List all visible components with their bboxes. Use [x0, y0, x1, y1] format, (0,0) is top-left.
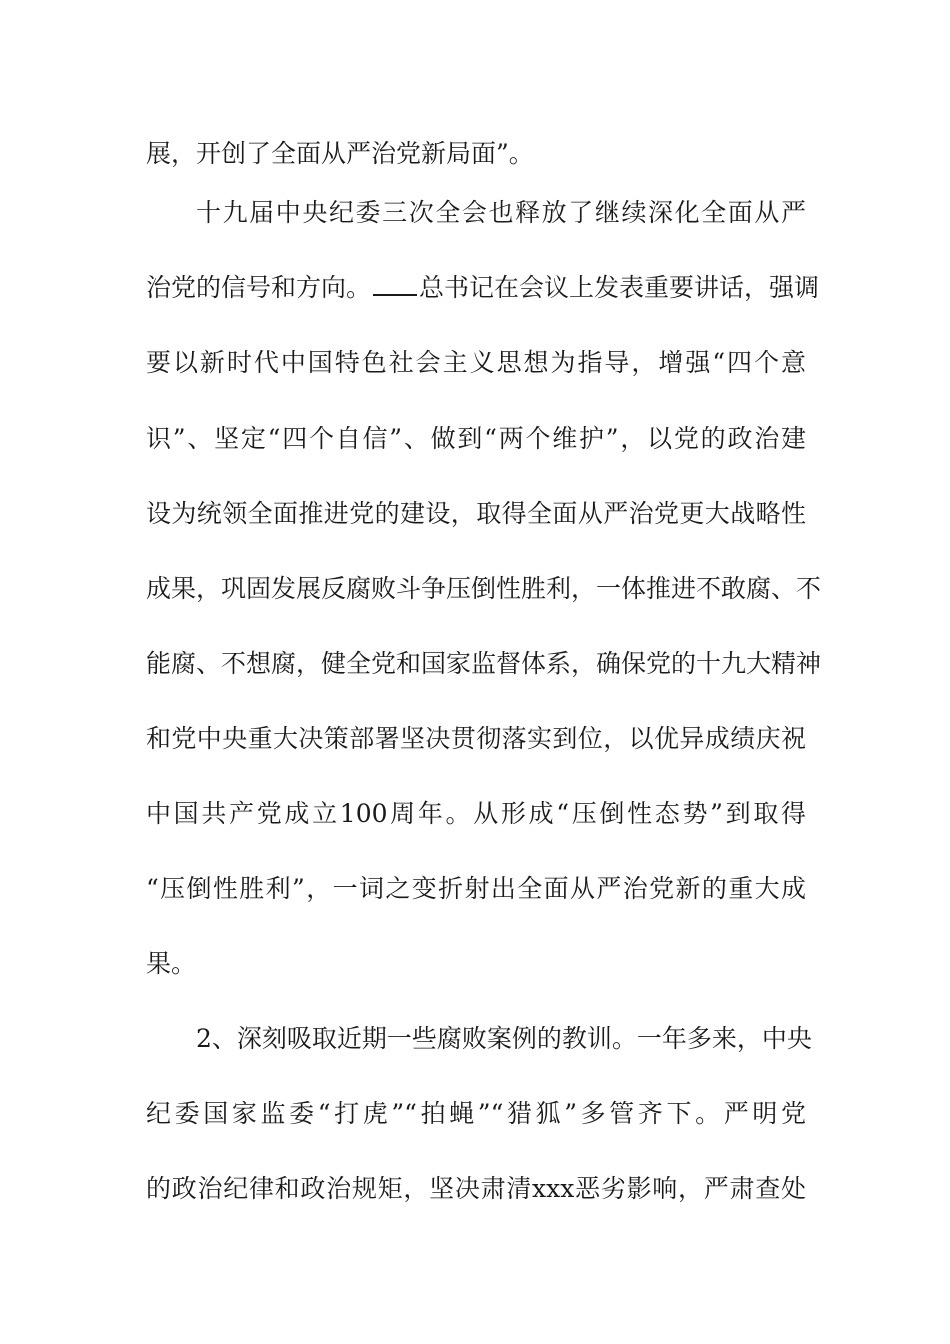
- paragraph-2-start-line: 2、深刻吸取近期一些腐败案例的教训。一年多来，中央: [196, 1024, 812, 1053]
- text-line-5: 识”、坚定“四个自信”、做到“两个维护”，以党的政治建: [146, 424, 806, 453]
- text-line-11: “压倒性胜利”，一词之变折射出全面从严治党新的重大成: [146, 874, 806, 903]
- text-line-8: 能腐、不想腐，健全党和国家监督体系，确保党的十九大精神: [146, 649, 822, 678]
- paragraph-start-line: 十九届中央纪委三次全会也释放了继续深化全面从严: [196, 198, 806, 227]
- text-segment-before-blank: 治党的信号和方向。: [146, 273, 372, 302]
- text-line-1: 展，开创了全面从严治党新局面”。: [146, 139, 534, 168]
- text-line-6: 设为统领全面推进党的建设，取得全面从严治党更大战略性: [146, 499, 806, 528]
- text-line-12: 果。: [146, 949, 197, 978]
- text-line-7: 成果，巩固发展反腐败斗争压倒性胜利，一体推进不敢腐、不: [146, 574, 822, 603]
- text-line-10: 中国共产党成立100周年。从形成“压倒性态势”到取得: [146, 799, 806, 828]
- text-line-4: 要以新时代中国特色社会主义思想为指导，增强“四个意: [146, 348, 806, 377]
- text-line-15: 的政治纪律和政治规矩，坚决肃清xxx恶劣影响，严肃查处: [146, 1174, 806, 1203]
- text-segment-after-blank: 总书记在会议上发表重要讲话，强调: [419, 273, 820, 302]
- text-line-9: 和党中央重大决策部署坚决贯彻落实到位，以优异成绩庆祝: [146, 724, 806, 753]
- text-line-3: [146, 268, 820, 308]
- text-line-14: 纪委国家监委“打虎”“拍蝇”“猎狐”多管齐下。严明党: [146, 1099, 806, 1128]
- blank-underline: [373, 272, 417, 296]
